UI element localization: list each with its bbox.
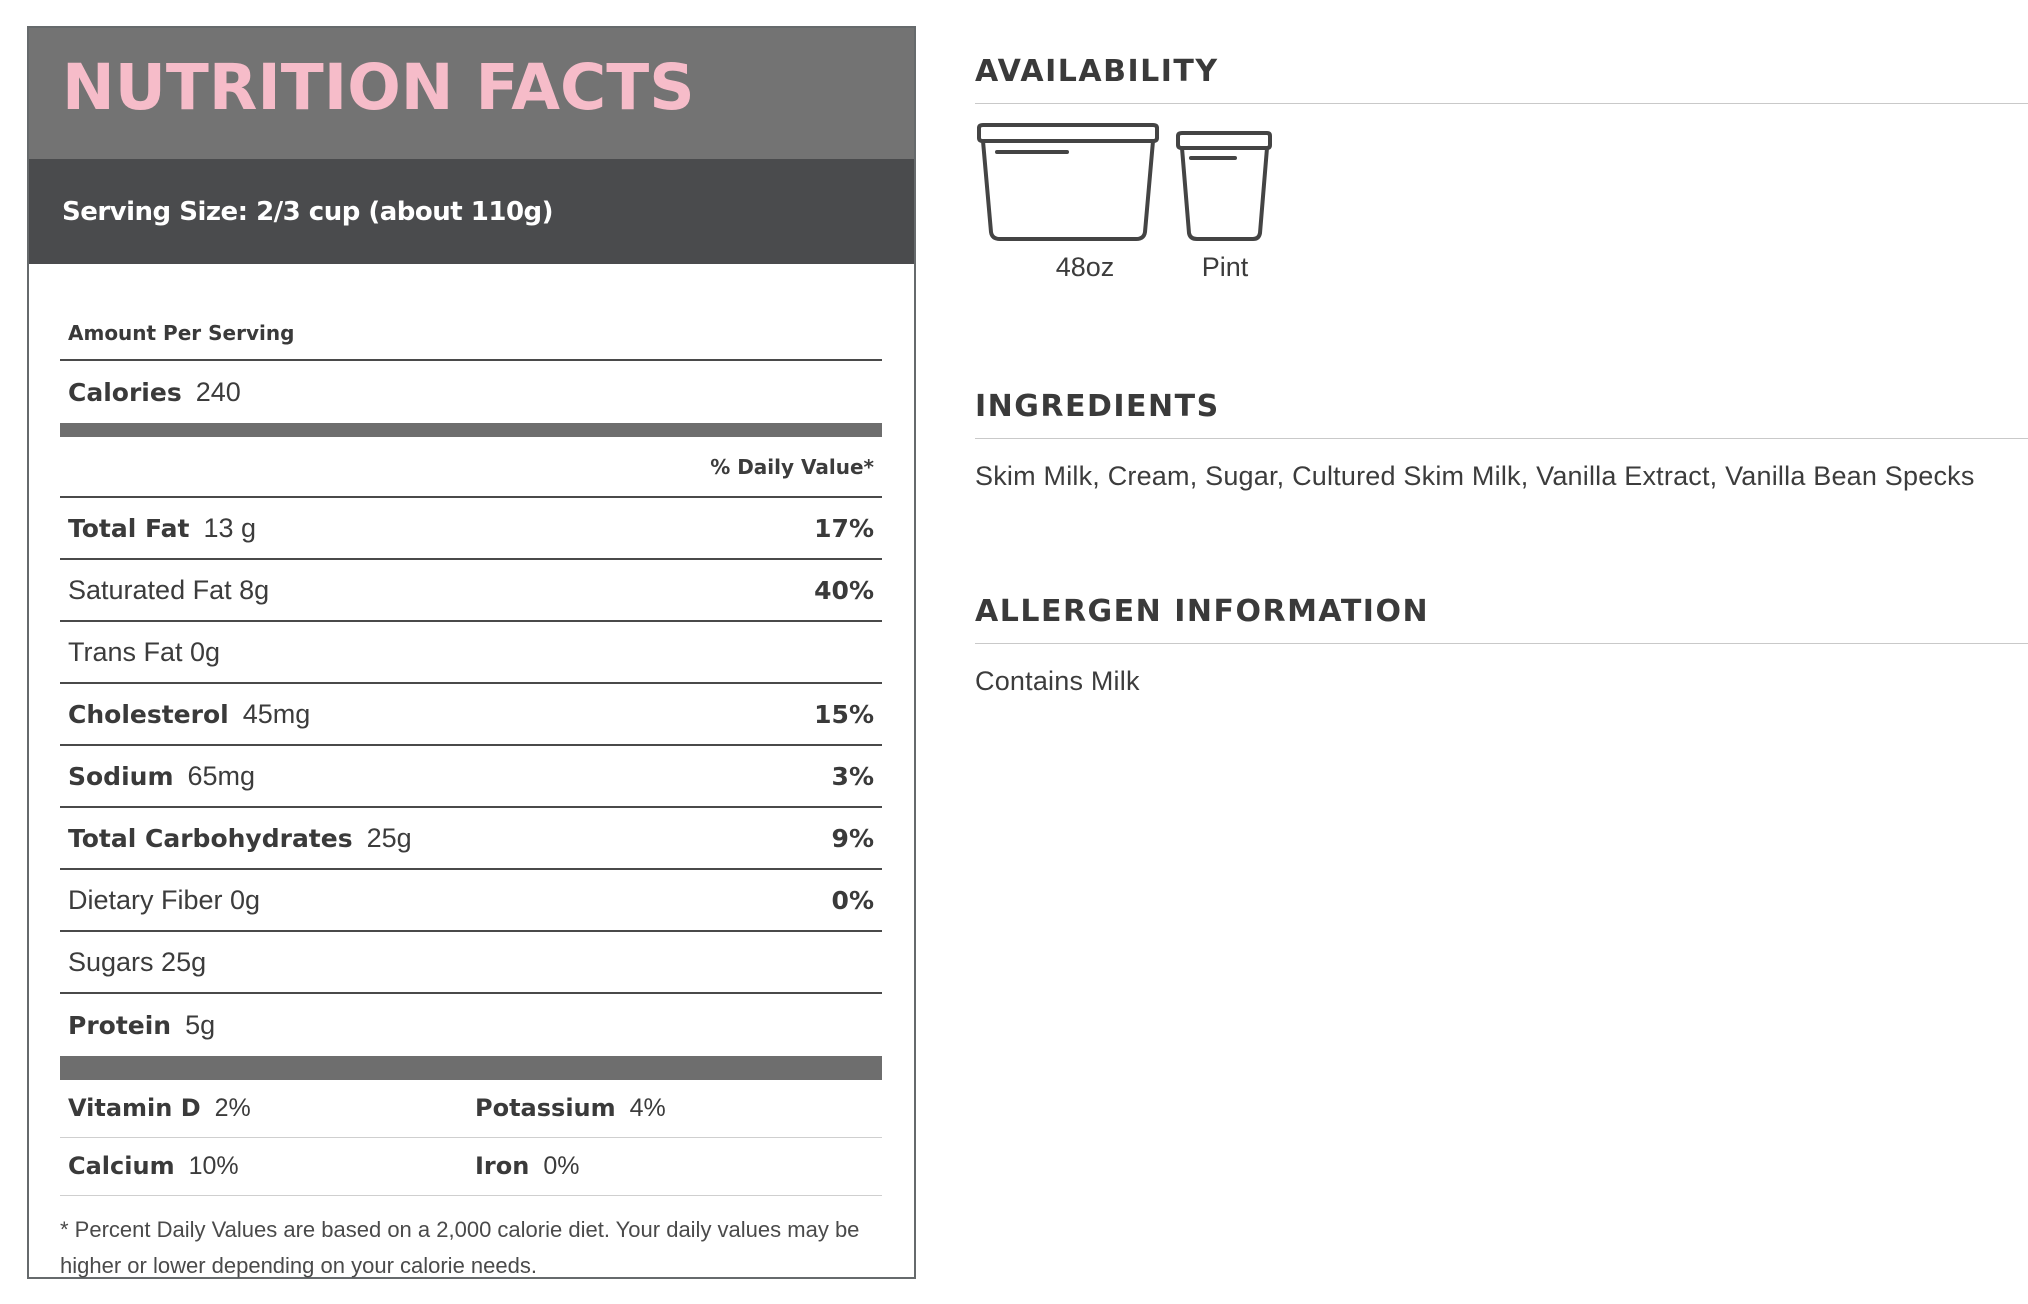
nutrient-row-sugars	[60, 932, 882, 994]
nutrient-label: Total Carbohydrates	[68, 823, 353, 853]
nutrition-facts-panel	[27, 26, 916, 1279]
allergen-title: ALLERGEN INFORMATION	[975, 594, 2028, 644]
pint-icon	[1178, 133, 1270, 239]
calories-label: Calories	[68, 377, 182, 407]
nutrient-label: Sodium	[68, 761, 174, 791]
nutrition-header	[29, 28, 914, 159]
container-icons	[975, 122, 1295, 252]
nutrient-value: 25g	[366, 822, 412, 853]
ingredients-section	[975, 389, 2028, 492]
vitamin-value: 2%	[214, 1094, 251, 1122]
nutrient-row-sodium	[60, 746, 882, 808]
nutrient-percent: 17%	[814, 513, 874, 543]
nutrient-percent: 0%	[831, 885, 874, 915]
nutrient-row-total-fat	[60, 498, 882, 560]
size-label-48oz: 48oz	[1055, 252, 1115, 282]
size-label-pint: Pint	[1201, 252, 1249, 282]
daily-value-footnote: * Percent Daily Values are based on a 2,000 calorie diet. Your daily values may be higher or lower depending on your calorie needs.	[60, 1217, 860, 1278]
ingredients-title: INGREDIENTS	[975, 389, 2028, 439]
nutrient-label: Trans Fat 0g	[68, 636, 221, 667]
availability-section	[975, 54, 2028, 104]
nutrient-label: Total Fat	[68, 513, 190, 543]
vitamin-label: Iron	[475, 1152, 530, 1180]
vitamin-value: 10%	[188, 1152, 239, 1180]
amount-per-serving-row	[60, 264, 882, 361]
vitamin-cell	[475, 1094, 882, 1123]
allergen-text: Contains Milk	[975, 666, 1140, 696]
nutrient-label: Protein	[68, 1010, 172, 1040]
vitamins-grid	[60, 1080, 882, 1196]
container-sizes	[975, 122, 1295, 292]
nutrient-value: 45mg	[242, 698, 311, 729]
nutrient-label: Sugars 25g	[68, 946, 207, 977]
nutrient-label: Dietary Fiber 0g	[68, 884, 261, 915]
nutrition-body	[60, 264, 882, 1284]
calories-value: 240	[195, 376, 241, 407]
vitamin-label: Potassium	[475, 1094, 616, 1122]
thick-divider	[60, 423, 882, 437]
vitamin-value: 0%	[543, 1152, 580, 1180]
nutrient-percent: 40%	[814, 575, 874, 605]
vitamin-cell	[475, 1152, 882, 1181]
ingredients-text: Skim Milk, Cream, Sugar, Cultured Skim Milk, Vanilla Extract, Vanilla Bean Specks	[975, 461, 1975, 491]
availability-title: AVAILABILITY	[975, 54, 2028, 104]
vitamin-label: Calcium	[68, 1152, 175, 1180]
nutrient-row-trans-fat	[60, 622, 882, 684]
nutrient-row-protein	[60, 994, 882, 1056]
calories-row	[60, 361, 882, 423]
tub-icon	[979, 125, 1157, 239]
nutrition-title: NUTRITION FACTS	[62, 51, 695, 124]
serving-size-bar	[29, 159, 914, 264]
nutrient-percent: 9%	[831, 823, 874, 853]
serving-size: Serving Size: 2/3 cup (about 110g)	[62, 196, 554, 227]
nutrient-value: 13 g	[203, 512, 256, 543]
nutrient-row-total-carbohydrates	[60, 808, 882, 870]
nutrient-percent: 3%	[831, 761, 874, 791]
nutrient-row-cholesterol	[60, 684, 882, 746]
vitamin-row	[60, 1080, 882, 1138]
daily-value-header: % Daily Value*	[60, 437, 882, 498]
nutrient-label: Cholesterol	[68, 699, 229, 729]
nutrient-label: Saturated Fat 8g	[68, 574, 270, 605]
nutrient-row-dietary-fiber	[60, 870, 882, 932]
nutrient-percent: 15%	[814, 699, 874, 729]
vitamin-label: Vitamin D	[68, 1094, 201, 1122]
allergen-section	[975, 594, 2028, 697]
nutrient-value: 5g	[185, 1009, 216, 1040]
amount-per-serving: Amount Per Serving	[68, 321, 295, 345]
vitamin-cell	[68, 1152, 475, 1181]
vitamin-value: 4%	[629, 1094, 666, 1122]
nutrient-value: 65mg	[187, 760, 256, 791]
thick-divider	[60, 1056, 882, 1080]
vitamin-cell	[68, 1094, 475, 1123]
vitamin-row	[60, 1138, 882, 1196]
nutrient-row-saturated-fat	[60, 560, 882, 622]
